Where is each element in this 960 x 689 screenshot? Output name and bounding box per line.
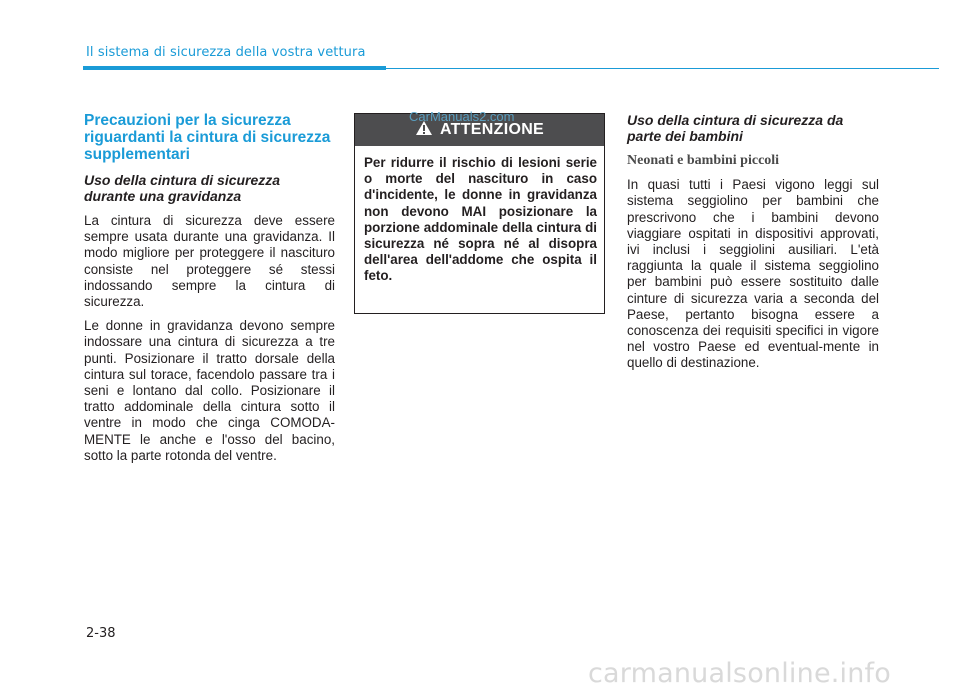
left-column bbox=[84, 112, 335, 472]
watermark-top[interactable]: CarManuals2.com bbox=[409, 109, 515, 124]
children-paragraph: In quasi tutti i Paesi vigono leggi sul sistema seggiolino per bambini che prescrivono che i bambini devono viaggiare ospitati in dispositivi approvati, ivi inclusi i seggiolini ausiliari. L'età raggiunta la quale il sistema seggiolino per bambini può essere sostituito dalle cinture di sicurezza varia a seconda del Paese, pertanto bisogna essere a conoscenza dei requisiti specifici in vigore nel vostro Paese ed eventual-mente in quello di destinazione. bbox=[627, 177, 879, 371]
pregnancy-subhead: Uso della cintura di sicurezza durante una gravidanza bbox=[84, 172, 281, 204]
pregnancy-paragraph-1: La cintura di sicurezza deve essere sempre usata durante una gravidanza. Il modo migliore per proteggere il nascituro consiste nel proteggere sé stessi indossando sempre la cintura di sicurezza. bbox=[84, 213, 335, 310]
section-title: Precauzioni per la sicurezza riguardanti la cintura di sicurezza supplementari bbox=[84, 112, 331, 163]
watermark-bottom[interactable]: carmanualsonline.info bbox=[588, 658, 891, 689]
warning-text: Per ridurre il rischio di lesioni serie o morte del nascituro in caso d'incidente, le donne in gravidanza non devono MAI posizionare la porzione addominale della cintura di sicurezza né sopra né al disopra dell'area dell'addome che ospita il feto. bbox=[364, 155, 597, 284]
page-number: 2-38 bbox=[86, 626, 116, 641]
pregnancy-paragraph-2: Le donne in gravidanza devono sempre indossare una cintura di sicurezza a tre punti. Posizionare il tratto dorsale della cintura sul torace, facendolo passare tra i seni e lontano dal collo. Posizionare il tratto addominale della cintura sotto il ventre in modo che cinga COMODA-MENTE le anche e l'osso del bacino, sotto la parte rotonda del ventre. bbox=[84, 318, 335, 463]
header-rule bbox=[83, 66, 386, 70]
infants-subhead: Neonati e bambini piccoli bbox=[627, 153, 780, 168]
chapter-title: Il sistema di sicurezza della vostra vettura bbox=[86, 45, 366, 60]
warning-label: ATTENZIONE bbox=[439, 121, 545, 138]
header-rule-thin bbox=[386, 68, 939, 69]
right-column bbox=[627, 112, 879, 380]
children-subhead: Uso della cintura di sicurezza da parte dei bambini bbox=[627, 112, 844, 144]
warning-box bbox=[354, 113, 605, 314]
